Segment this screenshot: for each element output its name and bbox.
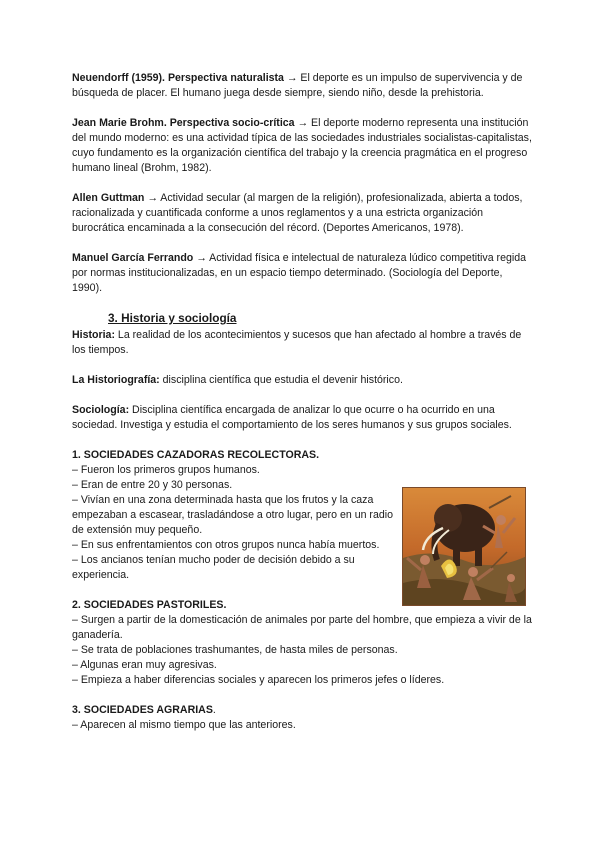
society-pastoral [72, 598, 532, 688]
definition-guttman [72, 191, 532, 236]
list-item: – Vivían en una zona determinada hasta que los frutos y la caza empezaban a escasear, trasladándose a otro lugar, pero en un radio de extensión muy pequeño. [72, 494, 393, 536]
society-hunter-gatherer [72, 448, 397, 583]
bullet-list [72, 718, 532, 733]
definition-text: → Actividad física e intelectual de naturaleza lúdico competitiva regida por normas institucionalizadas, en un espacio tiempo determinado. (Sociología del Deporte, 1990). [72, 252, 526, 294]
list-item: – En sus enfrentamientos con otros grupos nunca había muertos. [72, 539, 380, 551]
definition-text: → El deporte es un impulso de supervivencia y de búsqueda de placer. El humano juega desde siempre, siendo niño, desde la prehistoria. [72, 72, 523, 99]
list-item: – Los ancianos tenían mucho poder de decisión debido a su experiencia. [72, 554, 355, 581]
term-text: Disciplina científica encargada de analizar lo que ocurre o ha ocurrido en una sociedad. Investiga y estudia el comportamiento de los seres humanos y sus grupos sociales. [72, 404, 512, 431]
term-sociologia [72, 403, 532, 433]
definition-author: Allen Guttman [72, 192, 145, 204]
list-item: – Algunas eran muy agresivas. [72, 659, 217, 671]
term-label: Sociología: [72, 404, 130, 416]
definition-neuendorff [72, 71, 532, 101]
term-label: Historia: [72, 329, 115, 341]
list-item: – Empieza a haber diferencias sociales y aparecen los primeros jefes o líderes. [72, 674, 445, 686]
bullet-list [72, 463, 397, 583]
society-title: 2. SOCIEDADES PASTORILES. [72, 599, 227, 611]
definition-garcia-ferrando [72, 251, 532, 296]
list-item: – Surgen a partir de la domesticación de animales por parte del hombre, que empieza a vivir de la ganadería. [72, 614, 532, 641]
definition-text: → El deporte moderno representa una institución del mundo moderno: es una actividad típica de las sociedades industriales socialistas-capitalistas, cuyo fundamento es la organización científica del trabajo y la creencia pragmática en el progreso humano lineal (Brohm, 1982). [72, 117, 532, 174]
society-agrarian [72, 703, 532, 733]
list-item: – Fueron los primeros grupos humanos. [72, 464, 260, 476]
definition-text: → Actividad secular (al margen de la religión), profesionalizada, abierta a todos, racionalizada y cuantificada conforme a unos reglamentos y a una estricta organización burocrática encaminada a la consecución del récord. (Deportes Americanos, 1978). [72, 192, 523, 234]
list-item: – Aparecen al mismo tiempo que las anteriores. [72, 719, 296, 731]
society-title: 3. SOCIEDADES AGRARIAS [72, 704, 213, 716]
society-title-suffix: . [212, 704, 216, 716]
definition-author: Neuendorff (1959). Perspectiva naturalista [72, 72, 284, 84]
list-item: – Eran de entre 20 y 30 personas. [72, 479, 233, 491]
term-text: La realidad de los acontecimientos y sucesos que han afectado al hombre a través de los tiempos. [72, 329, 522, 356]
definition-author: Jean Marie Brohm. Perspectiva socio-crítica [72, 117, 295, 129]
society-title: 1. SOCIEDADES CAZADORAS RECOLECTORAS. [72, 449, 320, 461]
bullet-list [72, 613, 532, 688]
document-page [72, 71, 532, 748]
term-historiografia [72, 373, 532, 388]
definition-brohm [72, 116, 532, 176]
term-text: disciplina científica que estudia el devenir histórico. [159, 374, 403, 386]
term-historia [72, 328, 532, 358]
definition-author: Manuel García Ferrando [72, 252, 194, 264]
section-heading: 3. Historia y sociología [108, 311, 237, 325]
prehistoric-hunt-illustration [402, 487, 526, 606]
mammoth-hunt-picture [403, 488, 526, 606]
list-item: – Se trata de poblaciones trashumantes, de hasta miles de personas. [72, 644, 398, 656]
term-label: La Historiografía: [72, 374, 160, 386]
